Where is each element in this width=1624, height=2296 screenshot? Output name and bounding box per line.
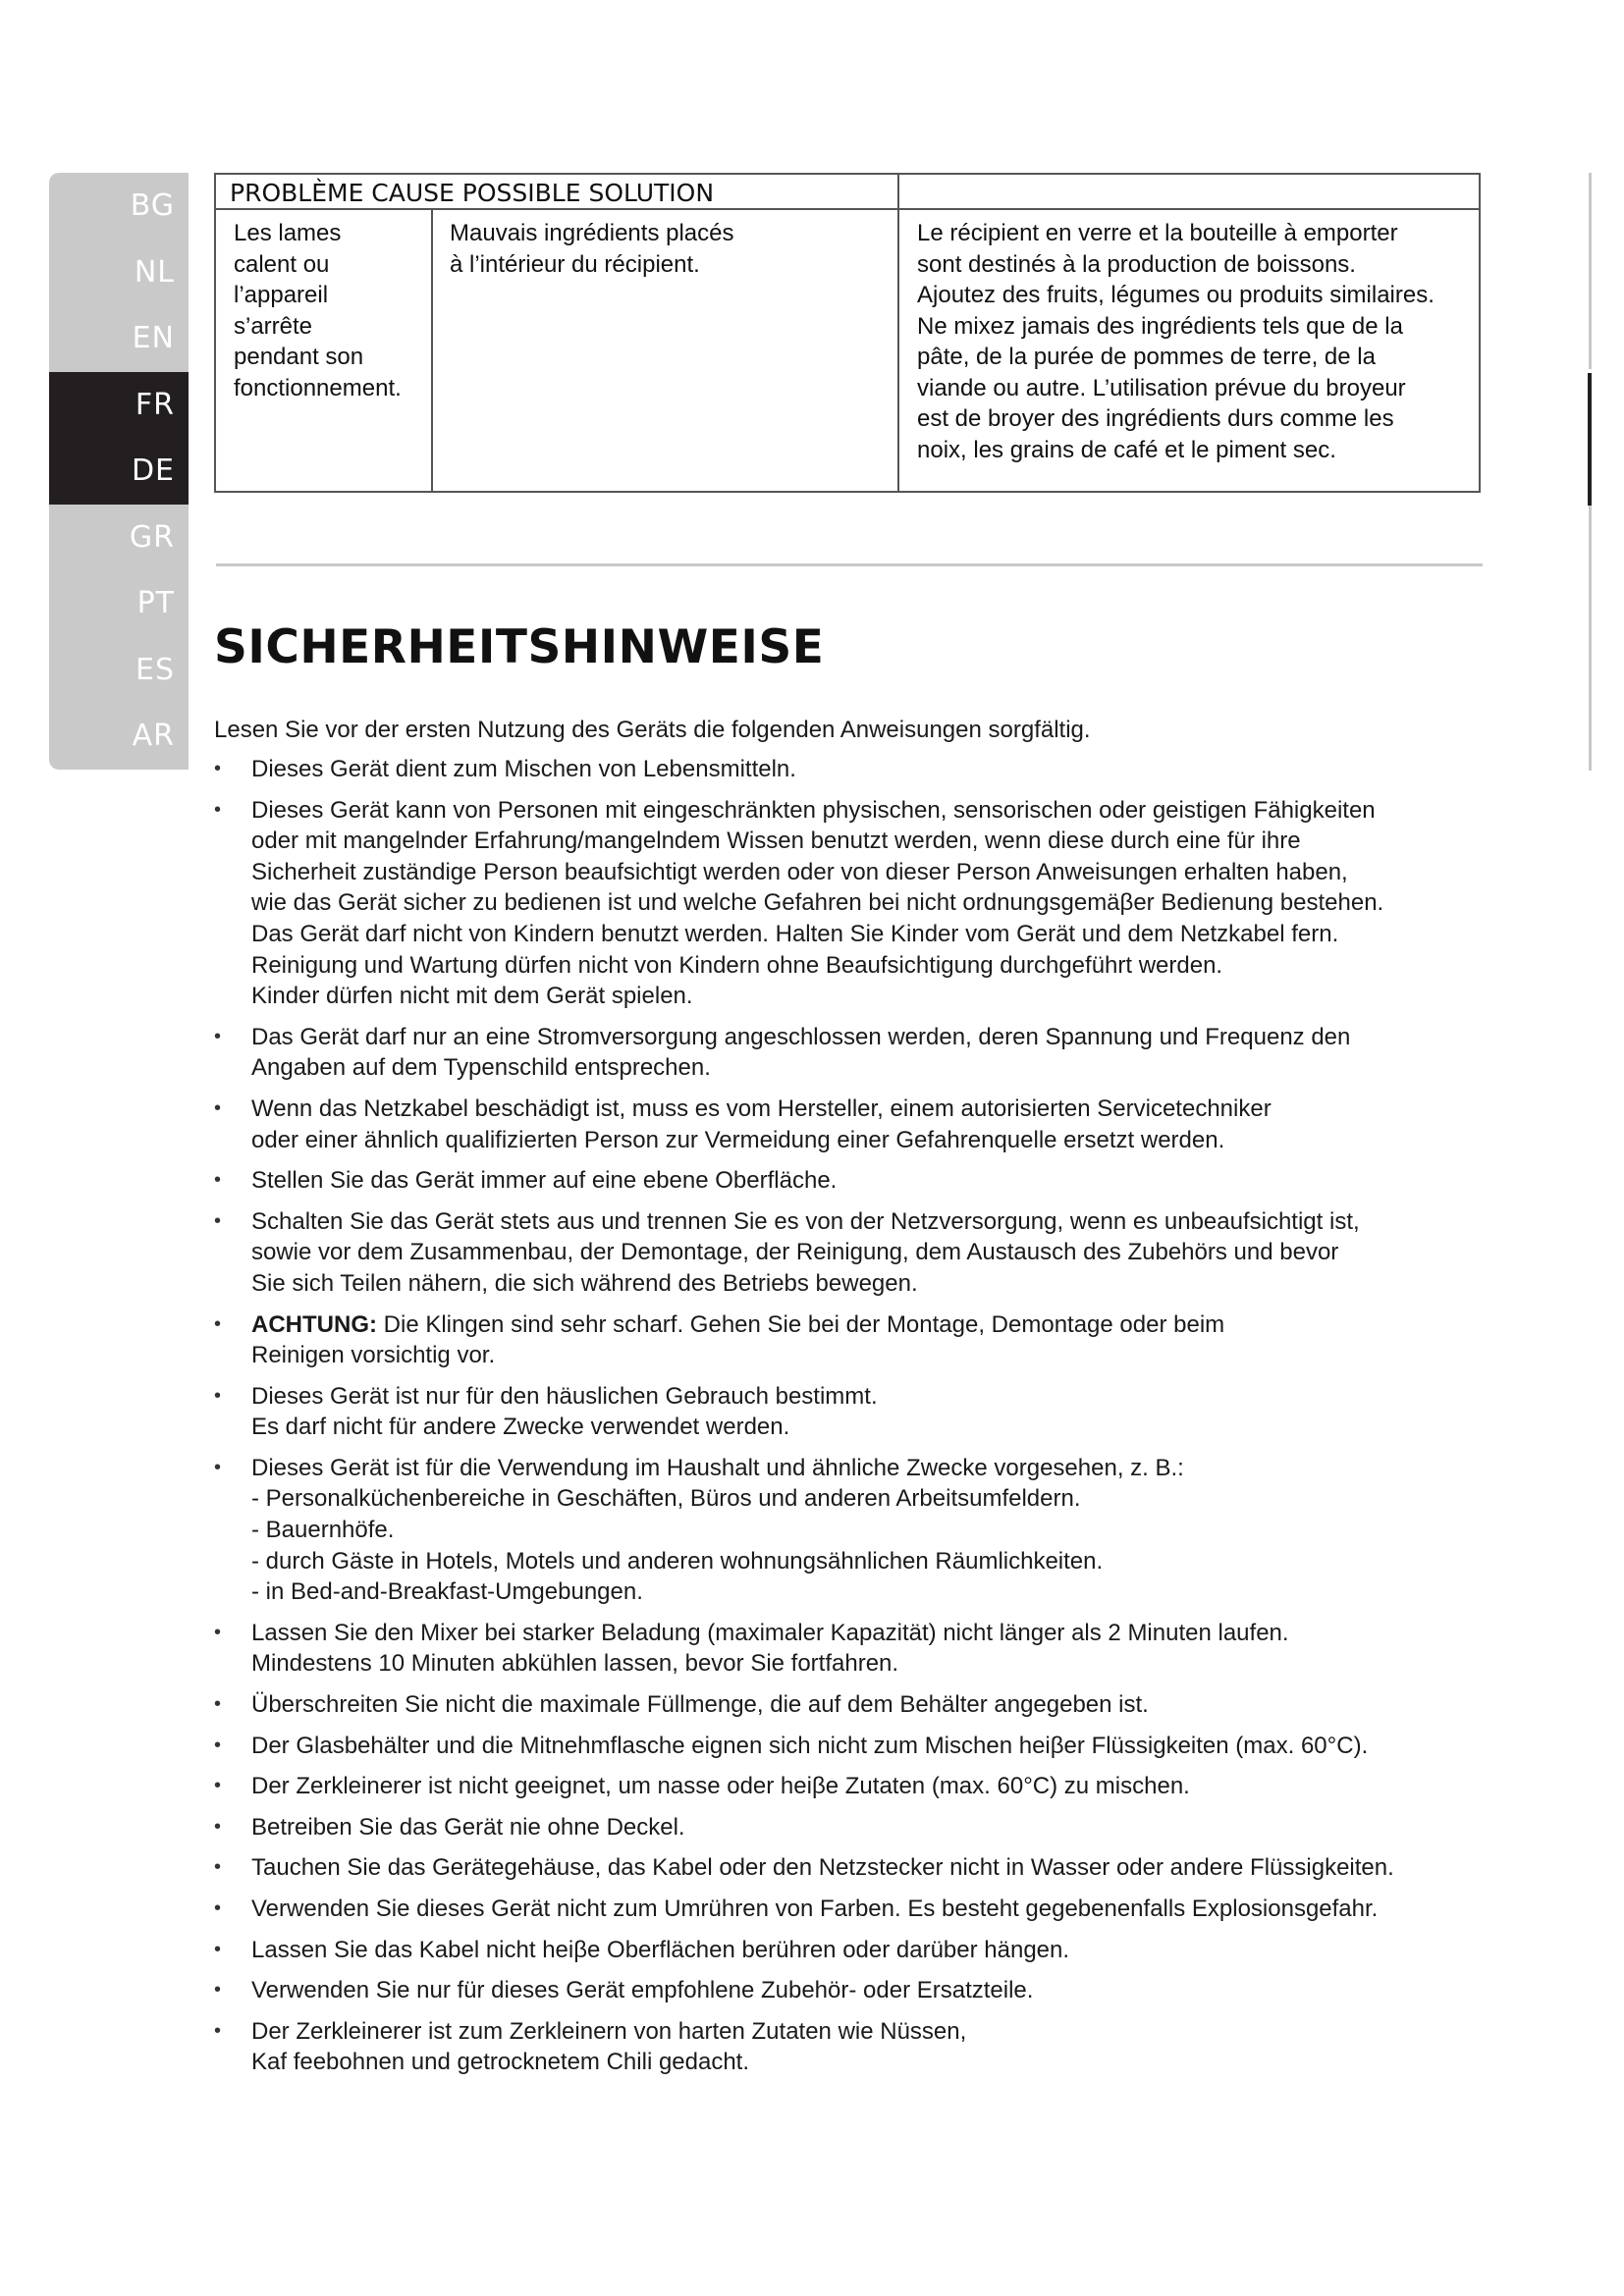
text-line: • Lassen Sie den Mixer bei starker Beladung (maximaler Kapazität) nicht länger als 2 Minuten laufen. <box>251 1619 1289 1646</box>
warning-text: Die Klingen sind sehr scharf. Gehen Sie bei der Montage, Demontage oder beim <box>376 1310 1225 1338</box>
text-line: pendant son <box>234 344 364 370</box>
intro-text: Lesen Sie vor der ersten Nutzung des Geräts die folgenden Anweisungen sorgfältig. <box>214 717 1091 743</box>
table-col-rule-1 <box>431 208 433 491</box>
text-line: Reinigung und Wartung dürfen nicht von Kindern ohne Beaufsichtigung durchgeführt werden. <box>251 951 1223 979</box>
text-line: • Dieses Gerät ist nur für den häuslichen Gebrauch bestimmt. <box>251 1382 878 1410</box>
text-line: Kinder dürfen nicht mit dem Gerät spielen. <box>251 983 693 1010</box>
text-line: Les lames <box>234 220 342 246</box>
tab-es[interactable]: ES <box>135 652 175 687</box>
safety-item <box>214 1094 1500 1155</box>
text-line: • Verwenden Sie dieses Gerät nicht zum Umrühren von Farben. Es besteht gegebenenfalls Explosionsgefahr. <box>251 1896 1379 1922</box>
text-line: • Betreiben Sie das Gerät nie ohne Deckel. <box>251 1813 685 1841</box>
section-title: SICHERHEITSHINWEISE <box>214 620 825 674</box>
tab-pt[interactable]: PT <box>136 586 175 620</box>
text-line: Kaf feebohnen und getrocknetem Chili gedacht. <box>251 2049 750 2076</box>
section-divider <box>216 563 1483 566</box>
text-line: s’arrête <box>234 312 313 340</box>
text-line: Es darf nicht für andere Zwecke verwendet werden. <box>251 1414 790 1441</box>
tab-en[interactable]: EN <box>132 321 175 355</box>
text-line: • Dieses Gerät kann von Personen mit eingeschränkten physischen, sensorischen oder geistigen Fähigkeiten <box>251 796 1376 824</box>
table-cell-solution <box>917 218 1435 465</box>
table-header-rule <box>216 208 1479 210</box>
text-line: oder mit mangelnder Erfahrung/mangelndem Wissen benutzt werden, wenn diese durch eine für ihre <box>251 828 1301 855</box>
table-col-rule-2 <box>897 175 899 491</box>
text-line: l’appareil <box>234 282 329 308</box>
tab-ar[interactable]: AR <box>132 719 175 753</box>
text-line: Mauvais ingrédients placés <box>450 220 734 246</box>
text-line: sowie vor dem Zusammenbau, der Demontage, der Reinigung, dem Austausch des Zubehörs und bevor <box>251 1239 1339 1266</box>
side-rule-bottom <box>1589 506 1592 771</box>
text-line: est de broyer des ingrédients durs comme les <box>917 405 1394 432</box>
text-line: • Dieses Gerät dient zum Mischen von Lebensmitteln. <box>251 756 796 782</box>
warning-label: ACHTUNG: <box>251 1310 377 1338</box>
safety-item <box>214 1975 1500 2006</box>
safety-item <box>214 1731 1500 1762</box>
text-line: pâte, de la purée de pommes de terre, de la <box>917 344 1376 370</box>
safety-item <box>214 1618 1500 1680</box>
troubleshooting-table <box>214 173 1481 493</box>
text-line: Le récipient en verre et la bouteille à emporter <box>917 220 1398 246</box>
tab-de[interactable]: DE <box>49 438 189 505</box>
text-line: Sicherheit zuständige Person beaufsichtigt werden oder von dieser Person Anweisungen erhalten haben, <box>251 858 1348 885</box>
text-line: Das Gerät darf nicht von Kindern benutzt werden. Halten Sie Kinder vom Gerät und dem Netzkabel fern. <box>251 920 1339 947</box>
text-line: • Verwenden Sie nur für dieses Gerät empfohlene Zubehör- oder Ersatzteile. <box>251 1977 1034 2004</box>
text-line: • Schalten Sie das Gerät stets aus und trennen Sie es von der Netzversorgung, wenn es unbeaufsichtigt ist, <box>251 1207 1360 1235</box>
text-line <box>251 1309 1500 1341</box>
text-line: • Stellen Sie das Gerät immer auf eine ebene Oberfläche. <box>251 1167 838 1195</box>
safety-item <box>214 795 1500 1012</box>
safety-item <box>214 754 1500 785</box>
text-line: • Lassen Sie das Kabel nicht heiβe Oberflächen berühren oder darüber hängen. <box>251 1936 1070 1963</box>
text-line: fonctionnement. <box>234 374 402 401</box>
safety-item <box>214 1381 1500 1443</box>
text-line: • Überschreiten Sie nicht die maximale Füllmenge, die auf dem Behälter angegeben ist. <box>251 1691 1149 1719</box>
safety-item <box>214 1689 1500 1721</box>
text-line: Ajoutez des fruits, légumes ou produits similaires. <box>917 282 1435 308</box>
table-cell-cause <box>450 218 734 280</box>
text-line: wie das Gerät sicher zu bedienen ist und welche Gefahren bei nicht ordnungsgemäβer Bedienung bestehen. <box>251 889 1384 917</box>
text-line: Ne mixez jamais des ingrédients tels que de la <box>917 312 1403 340</box>
text-line: - Bauernhöfe. <box>251 1517 395 1544</box>
tab-nl[interactable]: NL <box>134 254 175 290</box>
text-line: - in Bed-and-Breakfast-Umgebungen. <box>251 1578 643 1606</box>
tab-gr[interactable]: GR <box>129 519 175 555</box>
text-line: • Der Zerkleinerer ist nicht geeignet, um nasse oder heiβe Zutaten (max. 60°C) zu mischen. <box>251 1773 1190 1800</box>
safety-item <box>214 1309 1500 1371</box>
text-line: Mindestens 10 Minuten abkühlen lassen, bevor Sie fortfahren. <box>251 1650 899 1678</box>
safety-instructions-list <box>214 754 1500 2088</box>
safety-item <box>214 1852 1500 1884</box>
safety-item <box>214 2016 1500 2078</box>
text-line: - durch Gäste in Hotels, Motels und anderen wohnungsähnlichen Räumlichkeiten. <box>251 1547 1104 1575</box>
tab-fr[interactable]: FR <box>49 372 189 439</box>
text-line: • Wenn das Netzkabel beschädigt ist, muss es vom Hersteller, einem autorisierten Servicetechniker <box>251 1095 1272 1122</box>
text-line: calent ou <box>234 250 330 278</box>
safety-item <box>214 1771 1500 1802</box>
text-line: • Der Zerkleinerer ist zum Zerkleinern von harten Zutaten wie Nüssen, <box>251 2017 967 2045</box>
tab-bg[interactable]: BG <box>130 188 175 223</box>
text-line: Sie sich Teilen nähern, die sich während des Betriebs bewegen. <box>251 1269 918 1297</box>
text-line: noix, les grains de café et le piment sec. <box>917 436 1336 463</box>
safety-item <box>214 1894 1500 1925</box>
text-line: sont destinés à la production de boissons. <box>917 250 1356 278</box>
text-line: Reinigen vorsichtig vor. <box>251 1342 496 1369</box>
safety-item <box>214 1022 1500 1084</box>
side-rule-top <box>1589 173 1592 369</box>
text-line: - Personalküchenbereiche in Geschäften, Büros und anderen Arbeitsumfeldern. <box>251 1485 1081 1513</box>
side-rule-active <box>1588 373 1592 506</box>
safety-item <box>214 1165 1500 1197</box>
text-line: • Dieses Gerät ist für die Verwendung im Haushalt und ähnliche Zwecke vorgesehen, z. B.: <box>251 1454 1184 1481</box>
language-tabs <box>49 173 189 770</box>
text-line: viande ou autre. L’utilisation prévue du broyeur <box>917 374 1406 401</box>
text-line: • Das Gerät darf nur an eine Stromversorgung angeschlossen werden, deren Spannung und Frequenz den <box>251 1023 1351 1050</box>
table-header: PROBLÈME CAUSE POSSIBLE SOLUTION <box>230 179 715 207</box>
safety-item <box>214 1812 1500 1843</box>
safety-item <box>214 1453 1500 1608</box>
table-cell-problem <box>234 218 402 403</box>
text-line: oder einer ähnlich qualifizierten Person zur Vermeidung einer Gefahrenquelle ersetzt werden. <box>251 1126 1225 1153</box>
safety-item <box>214 1935 1500 1966</box>
safety-item <box>214 1206 1500 1300</box>
text-line: • Tauchen Sie das Gerätegehäuse, das Kabel oder den Netzstecker nicht in Wasser oder andere Flüssigkeiten. <box>251 1854 1394 1882</box>
text-line: Angaben auf dem Typenschild entsprechen. <box>251 1054 711 1082</box>
text-line: à l’intérieur du récipient. <box>450 250 700 278</box>
text-line: • Der Glasbehälter und die Mitnehmflasche eignen sich nicht zum Mischen heiβer Flüssigkeiten (max. 60°C). <box>251 1732 1369 1759</box>
